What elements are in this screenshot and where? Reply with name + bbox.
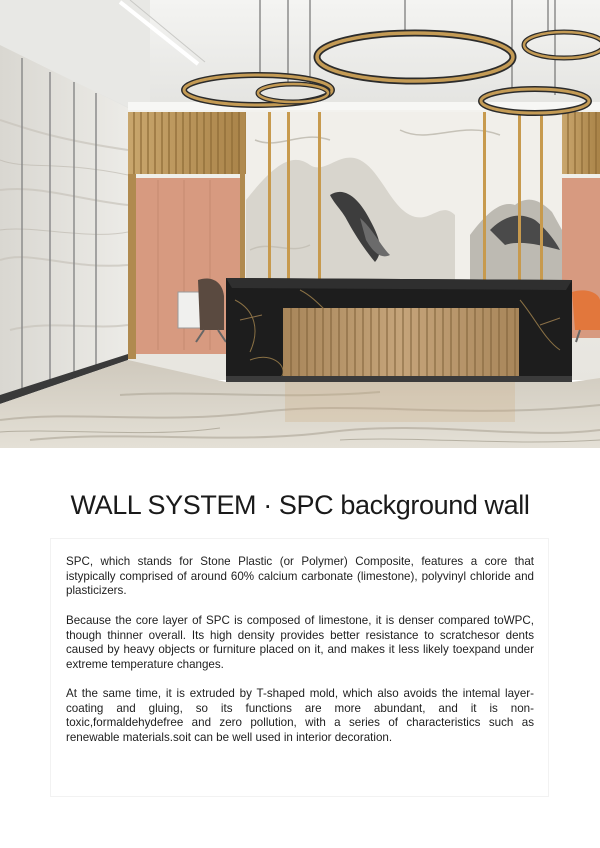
paragraph-density: Because the core layer of SPC is composed of limestone, it is denser compared toWPC, though thinner overall. Its high density provides better resistance to scratchesor dents caused by heavy objects or furniture placed on it, and makes it less likely toexpand under extreme temperature changes. [66, 614, 534, 671]
paragraph-extrusion: At the same time, it is extruded by T-shaped mold, which also avoids the intemal layer-coating and gluing, so its functions are more abundant, and it is non-toxic,formaldehydefree and zero pollution, with a series of characteristics such as renewable materials.soit can be well used in interior decoration. [66, 687, 534, 744]
page-title: WALL SYSTEM · SPC background wall [70, 490, 530, 520]
paragraph-intro: SPC, which stands for Stone Plastic (or Polymer) Composite, features a core that istypically comprised of around 60% calcium carbonate (limestone), polyvinyl chloride and plasticizers. [66, 555, 534, 598]
